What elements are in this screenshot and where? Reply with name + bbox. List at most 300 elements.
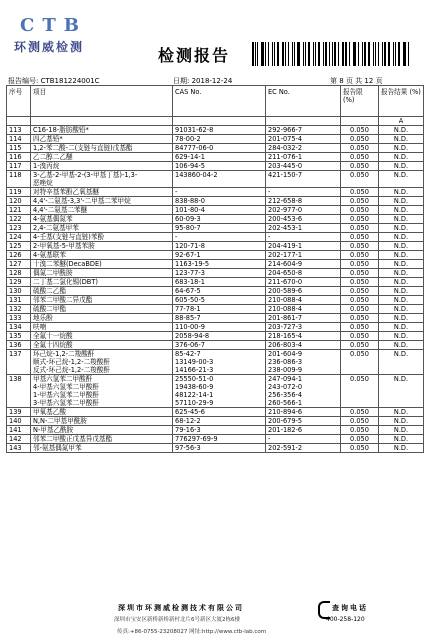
row-reporting-limit: 0.050 [341, 162, 379, 171]
row-result: N.D. [379, 242, 424, 251]
row-cas [173, 350, 266, 375]
logo-chinese-name: 环测威检测 [14, 40, 85, 54]
row-cas-line: 13149-00-3 [175, 358, 214, 366]
row-number: 143 [7, 444, 31, 453]
report-date-value: 2018-12-24 [191, 77, 233, 85]
table-row [7, 197, 424, 206]
report-date-label: 日期: [173, 77, 190, 85]
row-cas-line: 838-88-0 [175, 197, 205, 205]
row-cas-line: 683-18-1 [175, 278, 205, 286]
row-cas [173, 332, 266, 341]
company-logo [8, 15, 120, 57]
row-cas-line: 97-56-3 [175, 444, 201, 452]
row-ec [266, 126, 341, 135]
page-middle: 页 共 [345, 77, 363, 85]
row-cas [173, 135, 266, 144]
row-result: N.D. [379, 305, 424, 314]
row-item [31, 242, 173, 251]
row-ec [266, 408, 341, 417]
row-cas [173, 341, 266, 350]
row-ec [266, 305, 341, 314]
row-item-line: 环己烷-1,2-二羧酸酐 [33, 350, 95, 358]
row-ec [266, 332, 341, 341]
row-item-line: 邻-氨基偶氮甲苯 [33, 444, 82, 452]
page-prefix: 第 [330, 77, 337, 85]
row-reporting-limit: 0.050 [341, 314, 379, 323]
row-result: N.D. [379, 287, 424, 296]
row-item [31, 197, 173, 206]
row-item-line: 硫酸二乙酯 [33, 287, 66, 295]
row-cas-line: 64-67-5 [175, 287, 201, 295]
row-item-line: 全氟十一烷酸 [33, 332, 73, 340]
row-item-line: 全氟十四烷酸 [33, 341, 73, 349]
row-result: N.D. [379, 215, 424, 224]
row-cas-line: 95-80-7 [175, 224, 201, 232]
table-row [7, 287, 424, 296]
results-table [6, 85, 424, 453]
phone-number: 400-258-120 [326, 616, 365, 623]
row-cas-line: 120-71-8 [175, 242, 205, 250]
row-cas-line: 60-09-3 [175, 215, 201, 223]
table-row [7, 242, 424, 251]
row-ec-line: 211-076-1 [268, 153, 303, 161]
row-ec-line: 421-150-7 [268, 171, 303, 179]
row-ec [266, 197, 341, 206]
row-number: 113 [7, 126, 31, 135]
row-item-line: 甲氧基乙酸 [33, 408, 66, 416]
row-reporting-limit: 0.050 [341, 287, 379, 296]
row-cas-line: 91031-62-8 [175, 126, 214, 134]
row-reporting-limit: 0.050 [341, 278, 379, 287]
row-item-line: 4,4'-二氨基二苯醚 [33, 206, 88, 214]
table-row [7, 435, 424, 444]
row-item-line: 邻苯二甲酸二异戊酯 [33, 296, 93, 304]
row-ec-line: 201-604-9 [268, 350, 303, 358]
row-ec-line: 202-977-0 [268, 206, 303, 214]
row-ec-line: - [268, 188, 271, 196]
row-number: 121 [7, 206, 31, 215]
row-reporting-limit: 0.050 [341, 135, 379, 144]
row-result: N.D. [379, 144, 424, 153]
row-ec-line: 200-453-6 [268, 215, 303, 223]
row-item [31, 162, 173, 171]
row-item [31, 350, 173, 375]
row-reporting-limit: 0.050 [341, 242, 379, 251]
row-result: N.D. [379, 206, 424, 215]
row-reporting-limit: 0.050 [341, 375, 379, 408]
row-ec [266, 287, 341, 296]
row-reporting-limit: 0.050 [341, 417, 379, 426]
row-cas [173, 233, 266, 242]
row-result: N.D. [379, 408, 424, 417]
row-result: N.D. [379, 224, 424, 233]
row-cas [173, 242, 266, 251]
footer-company: 深圳市环测威检测技术有限公司 [118, 604, 244, 612]
page-current: 8 [339, 77, 344, 85]
row-item-line: 恶唑烷 [33, 179, 53, 187]
row-item [31, 278, 173, 287]
row-result: N.D. [379, 314, 424, 323]
row-ec-line: 203-445-0 [268, 162, 303, 170]
row-result: N.D. [379, 153, 424, 162]
table-row [7, 375, 424, 408]
row-ec-line: 238-009-9 [268, 366, 303, 374]
table-row [7, 126, 424, 135]
row-item-line: N,N-二甲基甲酰胺 [33, 417, 87, 425]
page-total: 12 [364, 77, 374, 85]
row-reporting-limit: 0.050 [341, 350, 379, 375]
row-number: 131 [7, 296, 31, 305]
row-cas [173, 224, 266, 233]
report-number-label: 报告编号: [8, 77, 39, 85]
row-ec [266, 341, 341, 350]
row-ec-line: 260-566-1 [268, 399, 303, 407]
row-cas-line: 110-00-9 [175, 323, 205, 331]
row-reporting-limit: 0.050 [341, 408, 379, 417]
row-item [31, 260, 173, 269]
row-ec-line: 202-453-1 [268, 224, 303, 232]
row-number: 126 [7, 251, 31, 260]
row-cas-line: - [175, 188, 178, 196]
table-row [7, 233, 424, 242]
row-ec-line: 206-803-4 [268, 341, 303, 349]
row-ec-line: 200-679-5 [268, 417, 303, 425]
row-ec [266, 435, 341, 444]
row-ec [266, 269, 341, 278]
row-ec-line: 201-075-4 [268, 135, 303, 143]
row-item-line: 2,4-二氨基甲苯 [33, 224, 79, 232]
row-cas-line: 1163-19-5 [175, 260, 210, 268]
footer-contact: 传真:+86-0755-23208027 网址:http://www.ctb-lab.com [117, 629, 267, 635]
row-item [31, 224, 173, 233]
row-item-line: 4-氨基偶氮苯 [33, 215, 73, 223]
row-item-line: 呋喃 [33, 323, 47, 331]
row-number: 135 [7, 332, 31, 341]
row-item-line: 十溴二苯醚(DecaBDE) [33, 260, 102, 268]
row-number: 125 [7, 242, 31, 251]
row-cas [173, 435, 266, 444]
row-result: N.D. [379, 171, 424, 188]
row-cas-line: 68-12-2 [175, 417, 201, 425]
row-cas-line: 19438-60-9 [175, 383, 214, 391]
row-number: 124 [7, 233, 31, 242]
row-cas-line: 605-50-5 [175, 296, 205, 304]
row-cas-line: 625-45-6 [175, 408, 205, 416]
row-result: N.D. [379, 135, 424, 144]
row-cas-line: 77-78-1 [175, 305, 201, 313]
barcode-graphic [252, 42, 412, 66]
row-result: N.D. [379, 269, 424, 278]
table-row [7, 162, 424, 171]
row-item-line: 硫酸二甲酯 [33, 305, 66, 313]
table-row [7, 251, 424, 260]
row-ec [266, 171, 341, 188]
header-item: 项目 [31, 86, 173, 117]
row-ec [266, 314, 341, 323]
row-ec-line: 211-670-0 [268, 278, 303, 286]
row-item-line: 3-甲基六氢苯二甲酸酐 [33, 399, 99, 407]
table-row [7, 206, 424, 215]
row-reporting-limit: 0.050 [341, 215, 379, 224]
row-ec [266, 144, 341, 153]
row-ec [266, 417, 341, 426]
footer-address: 深圳市宝安区新桥新桥新村北片6号新区大厦2栋6楼 [114, 617, 240, 623]
row-cas [173, 197, 266, 206]
row-ec-line: 202-591-2 [268, 444, 303, 452]
row-cas [173, 417, 266, 426]
row-item [31, 233, 173, 242]
row-number: 128 [7, 269, 31, 278]
row-reporting-limit: 0.050 [341, 341, 379, 350]
row-reporting-limit: 0.050 [341, 224, 379, 233]
row-ec-line: 243-072-0 [268, 383, 303, 391]
table-row [7, 314, 424, 323]
row-result: N.D. [379, 375, 424, 408]
row-reporting-limit: 0.050 [341, 435, 379, 444]
row-item-line: 反式-环己烷-1,2-二羧酸酐 [33, 366, 110, 374]
table-row [7, 171, 424, 188]
row-reporting-limit: 0.050 [341, 206, 379, 215]
row-reporting-limit: 0.050 [341, 233, 379, 242]
row-number: 130 [7, 287, 31, 296]
row-number: 115 [7, 144, 31, 153]
row-result: N.D. [379, 341, 424, 350]
row-item [31, 215, 173, 224]
row-cas-line: 48122-14-1 [175, 391, 214, 399]
row-item-line: 4,4'-二氨基-3,3'-二甲基二苯甲烷 [33, 197, 131, 205]
row-reporting-limit: 0.050 [341, 197, 379, 206]
row-ec [266, 242, 341, 251]
row-cas-line: 14166-21-3 [175, 366, 214, 374]
table-row [7, 269, 424, 278]
row-number: 134 [7, 323, 31, 332]
table-row [7, 350, 424, 375]
row-reporting-limit: 0.050 [341, 305, 379, 314]
row-ec [266, 278, 341, 287]
row-item [31, 126, 173, 135]
row-item-line: 邻苯二甲酸正戊基异戊基酯 [33, 435, 113, 443]
table-row [7, 215, 424, 224]
row-cas [173, 375, 266, 408]
sample-label: A [379, 117, 424, 126]
row-item-line: 二丁基二氯化锡(DBT) [33, 278, 98, 286]
row-result: N.D. [379, 444, 424, 453]
row-ec [266, 233, 341, 242]
row-cas [173, 206, 266, 215]
row-result: N.D. [379, 233, 424, 242]
row-number: 122 [7, 215, 31, 224]
row-cas [173, 269, 266, 278]
row-cas [173, 305, 266, 314]
row-reporting-limit: 0.050 [341, 296, 379, 305]
row-number: 137 [7, 350, 31, 375]
row-ec [266, 215, 341, 224]
row-cas-line: 85-42-7 [175, 350, 201, 358]
row-number: 129 [7, 278, 31, 287]
row-cas [173, 260, 266, 269]
row-ec [266, 444, 341, 453]
row-item-line: N-甲基乙酰胺 [33, 426, 74, 434]
row-item [31, 435, 173, 444]
row-ec-line: - [268, 435, 271, 443]
row-result: N.D. [379, 332, 424, 341]
row-number: 120 [7, 197, 31, 206]
row-number: 138 [7, 375, 31, 408]
row-reporting-limit: 0.050 [341, 144, 379, 153]
row-item [31, 444, 173, 453]
row-item-line: 四乙基铅* [33, 135, 63, 143]
row-item [31, 375, 173, 408]
row-ec-line: 236-086-3 [268, 358, 303, 366]
row-ec [266, 224, 341, 233]
row-number: 117 [7, 162, 31, 171]
row-number: 116 [7, 153, 31, 162]
row-cas-line: 78-00-2 [175, 135, 201, 143]
row-reporting-limit: 0.050 [341, 188, 379, 197]
row-result: N.D. [379, 350, 424, 375]
table-row [7, 426, 424, 435]
row-item [31, 305, 173, 314]
row-cas [173, 188, 266, 197]
row-item [31, 332, 173, 341]
row-ec-line: 200-589-6 [268, 287, 303, 295]
row-ec [266, 206, 341, 215]
table-row [7, 417, 424, 426]
row-ec-line: 214-604-9 [268, 260, 303, 268]
page-suffix: 页 [375, 77, 383, 85]
row-reporting-limit: 0.050 [341, 171, 379, 188]
table-row [7, 332, 424, 341]
row-ec-line: 204-419-1 [268, 242, 303, 250]
table-row [7, 224, 424, 233]
row-ec-line: 203-727-3 [268, 323, 303, 331]
row-number: 118 [7, 171, 31, 188]
row-cas-line: 79-16-3 [175, 426, 201, 434]
row-number: 136 [7, 341, 31, 350]
header-ec: EC No. [266, 86, 341, 117]
row-cas [173, 426, 266, 435]
row-cas-line: 376-06-7 [175, 341, 205, 349]
row-ec-line: 202-177-1 [268, 251, 303, 259]
row-number: 132 [7, 305, 31, 314]
row-result: N.D. [379, 197, 424, 206]
row-cas [173, 171, 266, 188]
row-item [31, 188, 173, 197]
row-reporting-limit: 0.050 [341, 126, 379, 135]
row-ec-line: 292-966-7 [268, 126, 303, 134]
row-item-line: C16-18-脂肪酸铅* [33, 126, 89, 134]
row-cas-line: 2058-94-8 [175, 332, 210, 340]
row-reporting-limit: 0.050 [341, 332, 379, 341]
row-item-line: 偶氮二甲酰胺 [33, 269, 73, 277]
row-item-line: 对特辛基苯酚乙氧基醚 [33, 188, 99, 196]
row-number: 133 [7, 314, 31, 323]
row-cas-line: 84777-06-0 [175, 144, 214, 152]
row-ec-line: 210-088-4 [268, 305, 303, 313]
row-item [31, 171, 173, 188]
row-result: N.D. [379, 126, 424, 135]
table-row [7, 323, 424, 332]
phone-label: 查询电话 [332, 604, 368, 612]
row-ec [266, 135, 341, 144]
row-item-line: 地乐酚 [33, 314, 53, 322]
row-cas [173, 153, 266, 162]
row-ec-line: 210-088-4 [268, 296, 303, 304]
row-number: 142 [7, 435, 31, 444]
row-item [31, 287, 173, 296]
row-reporting-limit: 0.050 [341, 153, 379, 162]
row-cas [173, 251, 266, 260]
row-ec [266, 162, 341, 171]
row-cas-line: 57110-29-9 [175, 399, 214, 407]
row-reporting-limit: 0.050 [341, 251, 379, 260]
row-reporting-limit: 0.050 [341, 444, 379, 453]
table-row [7, 153, 424, 162]
row-cas-line: 123-77-3 [175, 269, 205, 277]
row-ec [266, 350, 341, 375]
row-reporting-limit: 0.050 [341, 426, 379, 435]
row-ec [266, 153, 341, 162]
row-cas-line: 106-94-5 [175, 162, 205, 170]
row-number: 139 [7, 408, 31, 417]
row-reporting-limit: 0.050 [341, 323, 379, 332]
row-cas [173, 296, 266, 305]
row-result: N.D. [379, 188, 424, 197]
row-ec-line: - [268, 233, 271, 241]
row-result: N.D. [379, 251, 424, 260]
row-result: N.D. [379, 435, 424, 444]
logo-letters: CTB [20, 15, 87, 36]
row-ec-line: 218-165-4 [268, 332, 303, 340]
row-item [31, 153, 173, 162]
row-item-line: 1-甲基六氢苯二甲酸酐 [33, 391, 99, 399]
row-item [31, 408, 173, 417]
row-item [31, 206, 173, 215]
row-cas [173, 444, 266, 453]
table-row [7, 135, 424, 144]
row-number: 141 [7, 426, 31, 435]
row-item [31, 417, 173, 426]
row-result: N.D. [379, 260, 424, 269]
table-row [7, 188, 424, 197]
row-ec [266, 260, 341, 269]
table-row [7, 341, 424, 350]
row-item [31, 341, 173, 350]
row-item-line: 乙二醇二乙醚 [33, 153, 73, 161]
row-item [31, 269, 173, 278]
row-cas-line: 629-14-1 [175, 153, 205, 161]
row-cas-line: 101-80-4 [175, 206, 205, 214]
table-row [7, 444, 424, 453]
row-ec-line: 204-650-8 [268, 269, 303, 277]
row-result: N.D. [379, 417, 424, 426]
row-ec [266, 188, 341, 197]
table-row [7, 305, 424, 314]
row-cas [173, 323, 266, 332]
row-item-line: 4-氨基联苯 [33, 251, 66, 259]
row-cas [173, 144, 266, 153]
row-number: 114 [7, 135, 31, 144]
row-cas [173, 278, 266, 287]
row-ec-line: 210-894-6 [268, 408, 303, 416]
table-row [7, 408, 424, 417]
row-cas [173, 162, 266, 171]
row-reporting-limit: 0.050 [341, 260, 379, 269]
row-ec [266, 251, 341, 260]
row-number: 119 [7, 188, 31, 197]
row-cas [173, 314, 266, 323]
row-result: N.D. [379, 296, 424, 305]
